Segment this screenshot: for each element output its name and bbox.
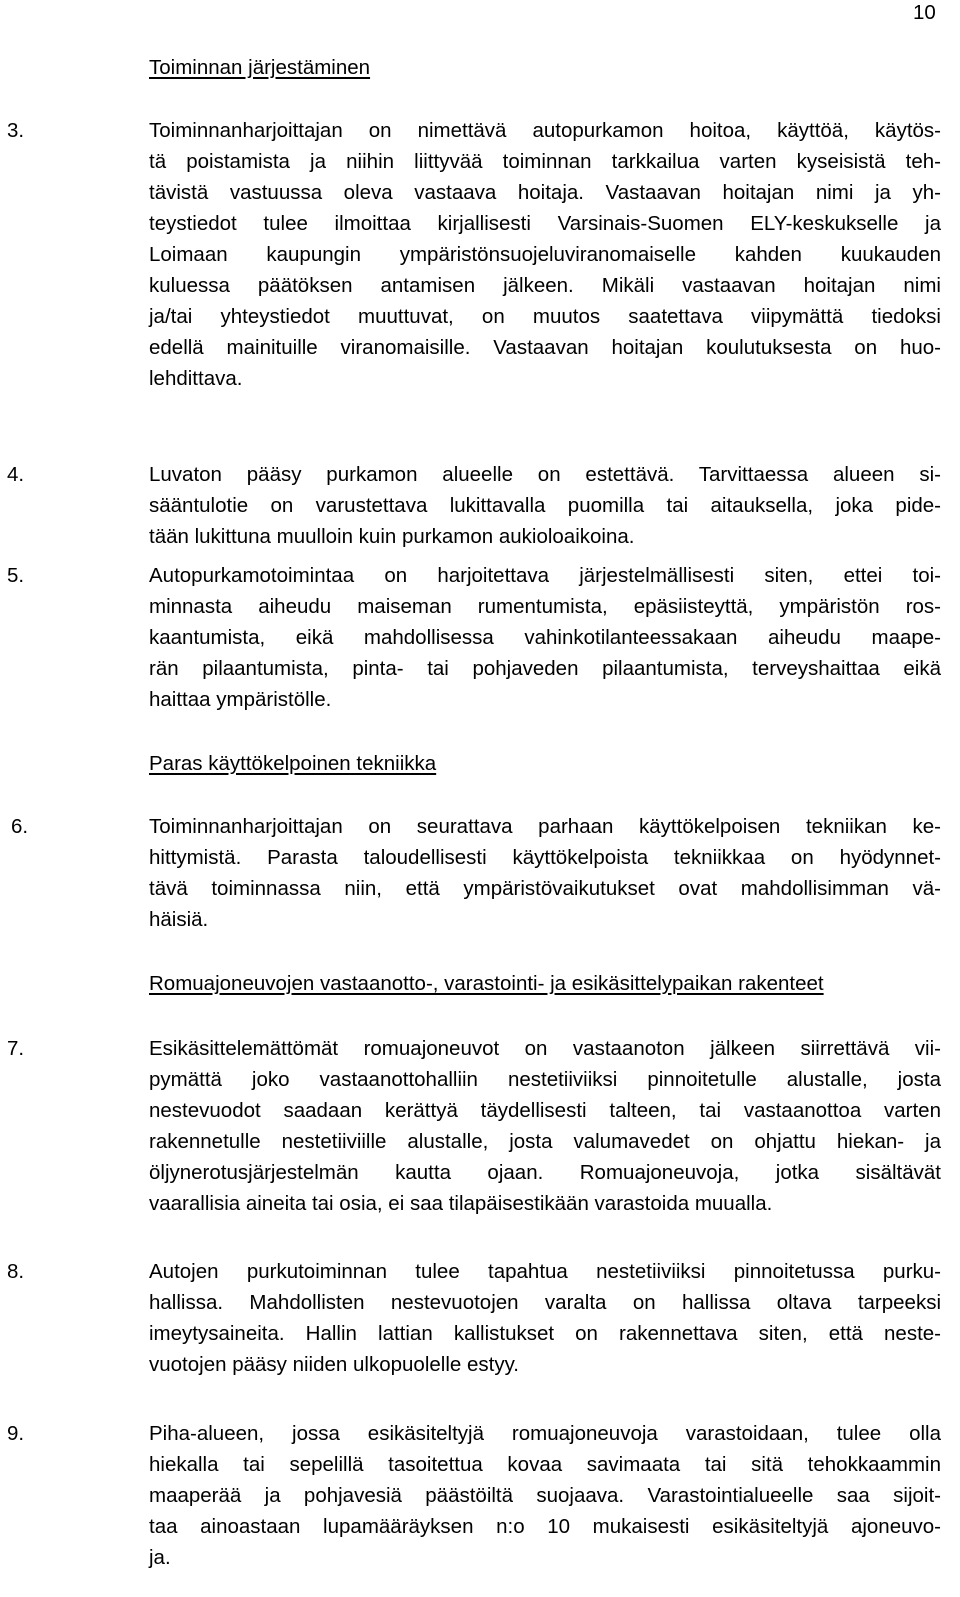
text-line: Piha-alueen, jossa esikäsiteltyjä romuajoneuvoja varastoidaan, tulee olla [149, 1422, 941, 1445]
item-text [149, 811, 941, 935]
item-text [149, 115, 941, 394]
text-line: ja. [149, 1546, 171, 1569]
text-line: taa ainoastaan lupamääräyksen n:o 10 mukaisesti esikäsiteltyjä ajoneuvo- [149, 1515, 941, 1538]
item-number: 9. [7, 1422, 25, 1445]
item-text [149, 1256, 941, 1380]
item-text [149, 1033, 941, 1219]
text-line: Toiminnanharjoittajan on nimettävä autopurkamon hoitoa, käyttöä, käytös- [149, 119, 941, 142]
section-heading-paras-kayttokelpoinen-tekniikka: Paras käyttökelpoinen tekniikka [149, 752, 437, 775]
item-number: 6. [11, 815, 29, 838]
item-text [149, 459, 941, 552]
item-number: 8. [7, 1260, 25, 1283]
text-line: hittymistä. Parasta taloudellisesti käyttökelpoista tekniikkaa on hyödynnet- [149, 846, 941, 869]
text-line: Esikäsittelemättömät romuajoneuvot on vastaanoton jälkeen siirrettävä vii- [149, 1037, 941, 1060]
text-line: öljynerotusjärjestelmän kautta ojaan. Romuajoneuvoja, jotka sisältävät [149, 1161, 941, 1184]
text-line: minnasta aiheudu maiseman rumentumista, epäsiisteyttä, ympäristön ros- [149, 595, 941, 618]
text-line: imeytysaineita. Hallin lattian kallistukset on rakennettava siten, että neste- [149, 1322, 941, 1345]
text-line: lehdittava. [149, 367, 243, 390]
text-line: kuluessa päätöksen antamisen jälkeen. Mikäli vastaavan hoitajan nimi [149, 274, 941, 297]
text-line: ja/tai yhteystiedot muuttuvat, on muutos saatettava viipymättä tiedoksi [149, 305, 941, 328]
text-line: Loimaan kaupungin ympäristönsuojeluviranomaiselle kahden kuukauden [149, 243, 941, 266]
item-number: 3. [7, 119, 25, 142]
text-line: sääntulotie on varustettava lukittavalla puomilla tai aitauksella, joka pide- [149, 494, 941, 517]
item-text [149, 560, 941, 715]
text-line: tävä toiminnassa niin, että ympäristövaikutukset ovat mahdollisimman vä- [149, 877, 941, 900]
text-line: hiekalla tai sepelillä tasoitettua kovaa savimaata tai sitä tehokkaammin [149, 1453, 941, 1476]
text-line: hallissa. Mahdollisten nestevuotojen varalta on hallissa oltava tarpeeksi [149, 1291, 941, 1314]
text-line: maaperää ja pohjavesiä päästöiltä suojaava. Varastointialueelle saa sijoit- [149, 1484, 941, 1507]
text-line: pymättä joko vastaanottohalliin nestetiiviiksi pinnoitetulle alustalle, josta [149, 1068, 941, 1091]
text-line: rakennetulle nestetiiviille alustalle, josta valumavedet on ohjattu hiekan- ja [149, 1130, 941, 1153]
text-line: kaantumista, eikä mahdollisessa vahinkotilanteessakaan aiheudu maape- [149, 626, 941, 649]
text-line: tävistä vastuussa oleva vastaava hoitaja. Vastaavan hoitajan nimi ja yh- [149, 181, 941, 204]
text-line: tä poistamista ja niihin liittyvää toiminnan tarkkailua varten kyseisistä teh- [149, 150, 941, 173]
text-line: edellä mainituille viranomaisille. Vastaavan hoitajan koulutuksesta on huo- [149, 336, 941, 359]
section-heading-toiminnan-jarjestaminen: Toiminnan järjestäminen [149, 56, 371, 79]
section-heading-romuajoneuvojen-rakenteet: Romuajoneuvojen vastaanotto-, varastointi- ja esikäsittelypaikan rakenteet [149, 972, 824, 995]
text-line: teystiedot tulee ilmoittaa kirjallisesti Varsinais-Suomen ELY-keskukselle ja [149, 212, 941, 235]
text-line: Luvaton pääsy purkamon alueelle on estettävä. Tarvittaessa alueen si- [149, 463, 941, 486]
item-number: 7. [7, 1037, 25, 1060]
page-number: 10 [913, 1, 936, 24]
text-line: tään lukittuna muulloin kuin purkamon aukioloaikoina. [149, 525, 635, 548]
text-line: rän pilaantumista, pinta- tai pohjaveden pilaantumista, terveyshaittaa eikä [149, 657, 941, 680]
item-number: 4. [7, 463, 25, 486]
text-line: vaarallisia aineita tai osia, ei saa tilapäisestikään varastoida muualla. [149, 1192, 773, 1215]
text-line: Toiminnanharjoittajan on seurattava parhaan käyttökelpoisen tekniikan ke- [149, 815, 941, 838]
text-line: haittaa ympäristölle. [149, 688, 332, 711]
text-line: Autojen purkutoiminnan tulee tapahtua nestetiiviiksi pinnoitetussa purku- [149, 1260, 941, 1283]
text-line: nestevuodot saadaan kerättyä täydellisesti talteen, tai vastaanottoa varten [149, 1099, 941, 1122]
text-line: vuotojen pääsy niiden ulkopuolelle estyy. [149, 1353, 520, 1376]
item-number: 5. [7, 564, 25, 587]
item-text [149, 1418, 941, 1573]
text-line: häisiä. [149, 908, 209, 931]
text-line: Autopurkamotoimintaa on harjoitettava järjestelmällisesti siten, ettei toi- [149, 564, 941, 587]
